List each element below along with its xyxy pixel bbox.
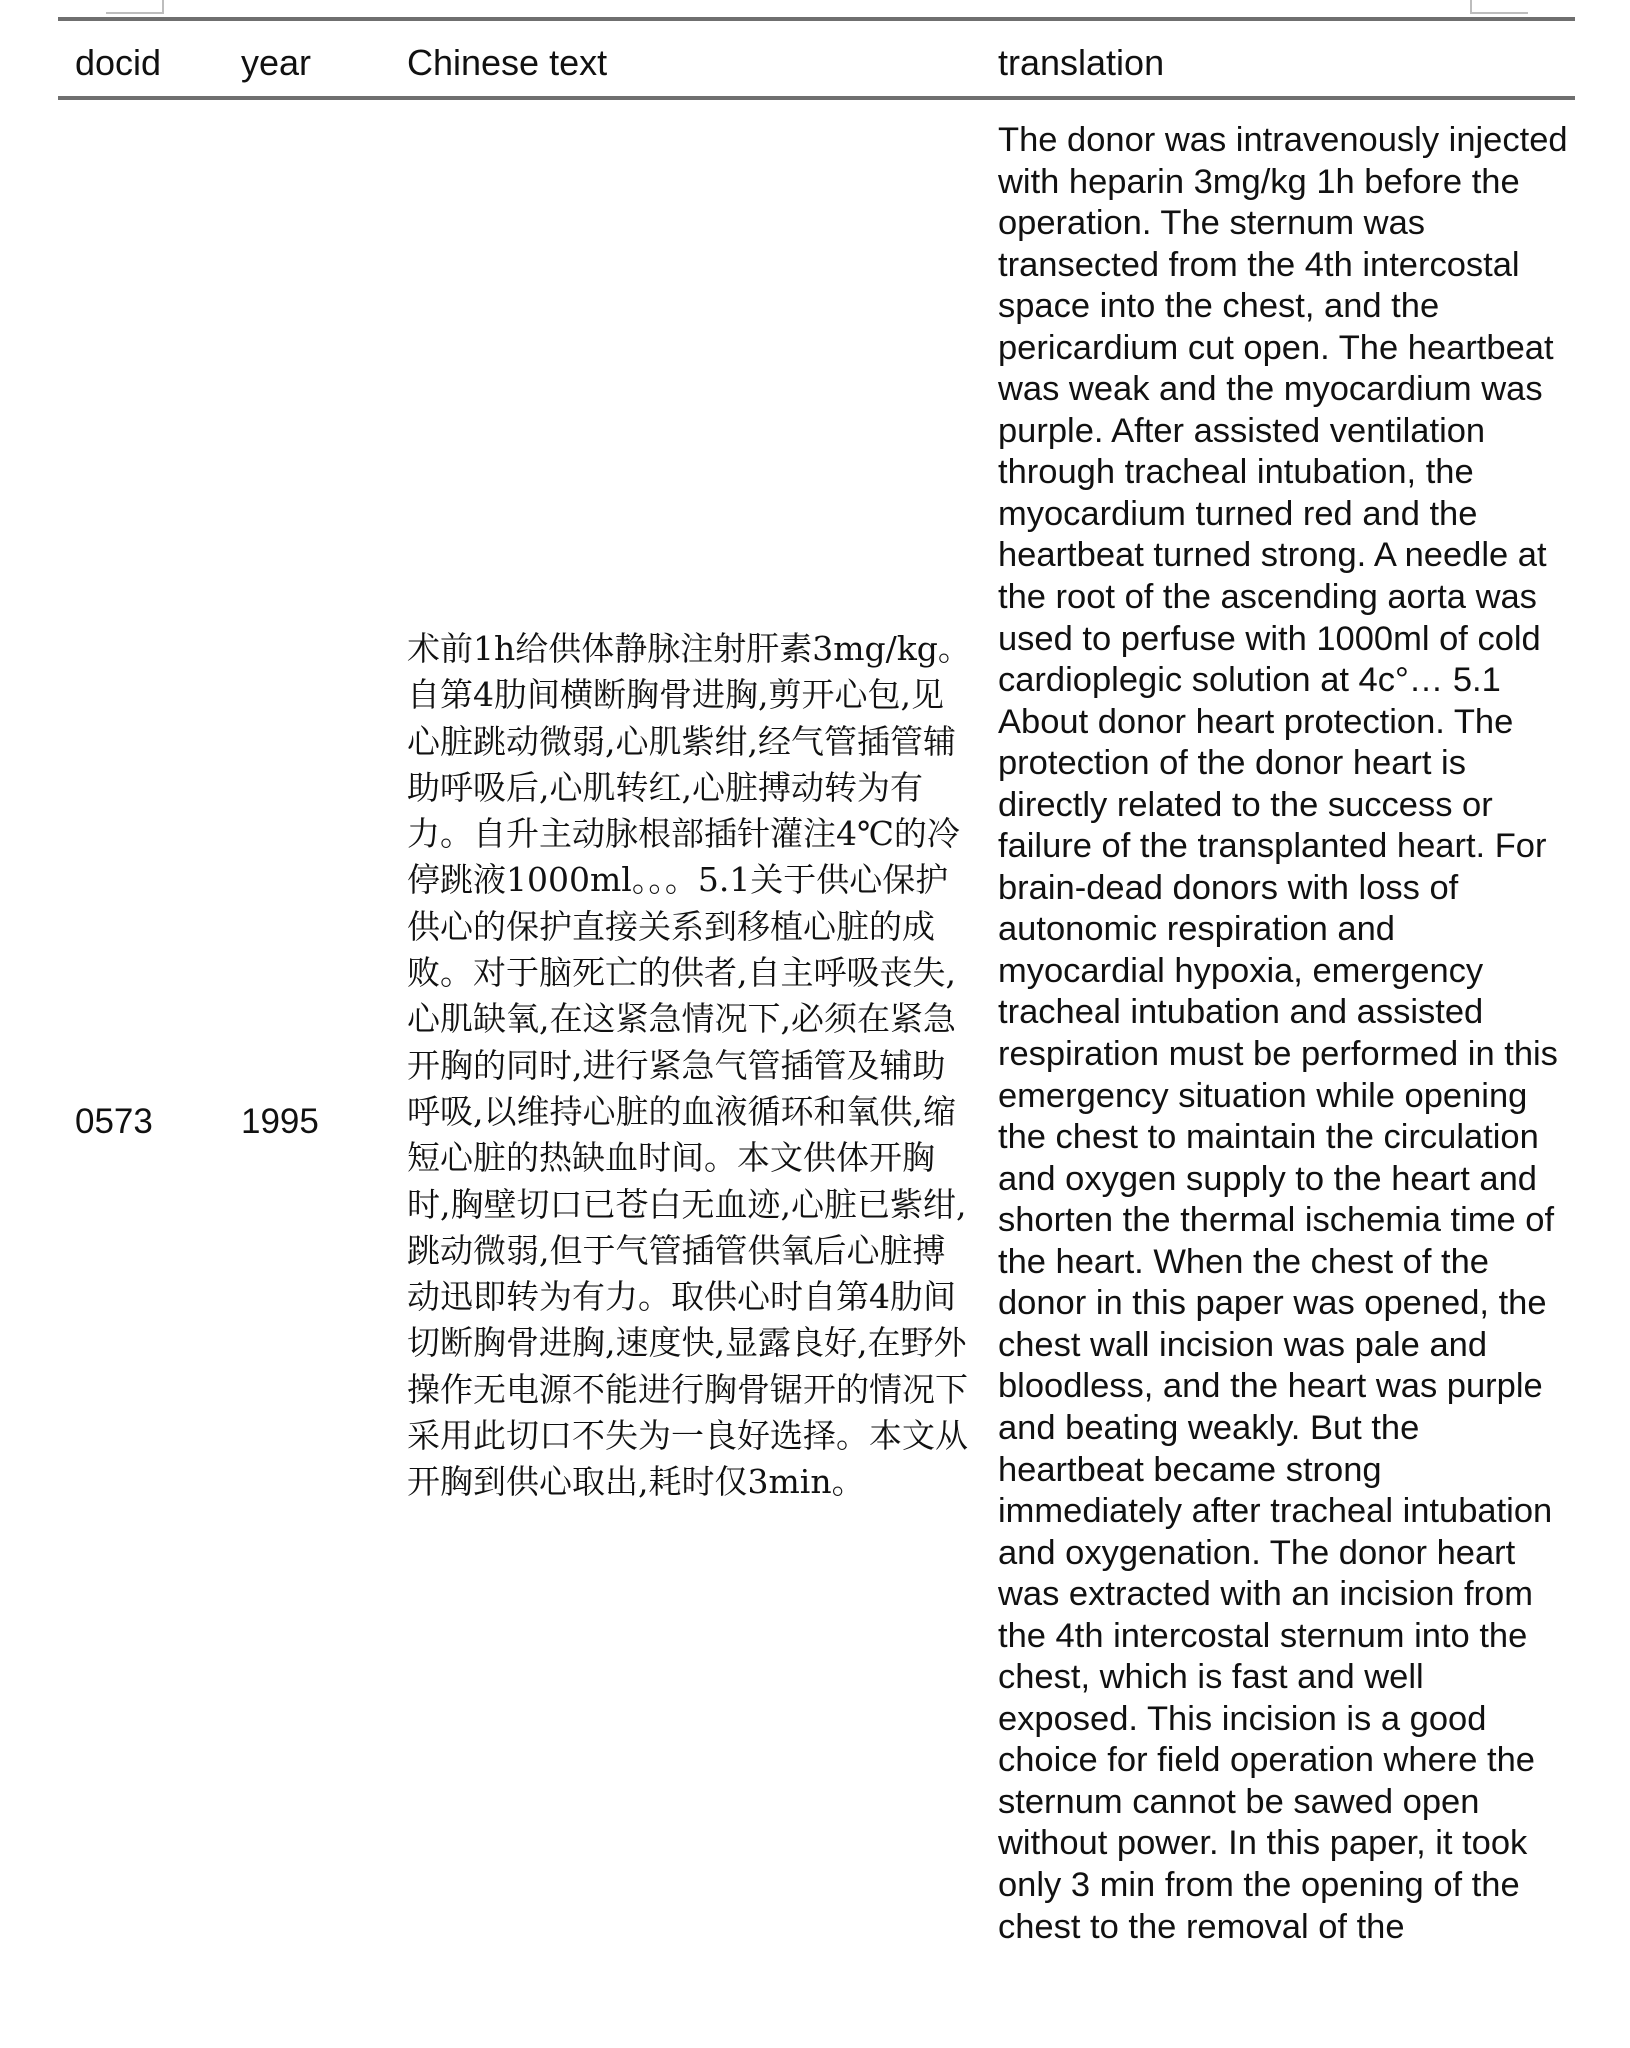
header-year: year — [241, 42, 312, 83]
right-corner-mark — [1470, 0, 1528, 14]
left-corner-mark — [106, 0, 164, 14]
cell-docid: 0573 — [75, 1102, 153, 1141]
cell-year: 1995 — [241, 1102, 319, 1141]
header-translation: translation — [998, 42, 1165, 83]
header-chinese-text: Chinese text — [407, 42, 608, 83]
table-header-rule — [58, 96, 1575, 100]
cell-translation: The donor was intravenously injected with heparin 3mg/kg 1h before the operation. The sternum was transected from the 4th intercostal space into the chest, and the pericardium cut open. The heartbeat was weak and the myocardium was purple. After assisted ventilation through tracheal intubation, the myocardium turned red and the heartbeat turned strong. A needle at the root of the ascending aorta was used to perfuse with 1000ml of cold cardioplegic solution at 4c°… 5.1 About donor heart protection. The protection of the donor heart is directly related to the success or failure of the transplanted heart. For brain-dead donors with loss of autonomic respiration and myocardial hypoxia, emergency tracheal intubation and assisted respiration must be performed in this emergency situation while opening the chest to maintain the circulation and oxygen supply to the heart and shorten the thermal ischemia time of the heart. When the chest of the donor in this paper was opened, the chest wall incision was pale and bloodless, and the heart was purple and beating weakly. But the heartbeat became strong immediately after tracheal intubation and oxygenation. The donor heart was extracted with an incision from the 4th intercostal sternum into the chest, which is fast and well exposed. This incision is a good choice for field operation where the sternum cannot be sawed open without power. In this paper, it took only 3 min from the opening of the chest to the removal of the — [998, 121, 1568, 1946]
cell-chinese-text: 术前1h给供体静脉注射肝素3mg/kg。自第4肋间横断胸骨进胸,剪开心包,见心脏跳动微弱,心肌紫绀,经气管插管辅助呼吸后,心肌转红,心脏搏动转为有力。自升主动脉根部插针灌注4℃的冷停跳液1000ml。。。5.1关于供心保护供心的保护直接关系到移植心脏的成败。对于脑死亡的供者,自主呼吸丧失,心肌缺氧,在这紧急情况下,必须在紧急开胸的同时,进行紧急气管插管及辅助呼吸,以维持心脏的血液循环和氧供,缩短心脏的热缺血时间。本文供体开胸时,胸壁切口已苍白无血迹,心脏已紫绀,跳动微弱,但于气管插管供氧后心脏搏动迅即转为有力。取供心时自第4肋间切断胸骨进胸,速度快,显露良好,在野外操作无电源不能进行胸骨锯开的情况下采用此切口不失为一良好选择。本文从开胸到供心取出,耗时仅3min。 — [407, 629, 971, 1502]
table-top-rule — [58, 17, 1575, 21]
header-docid: docid — [75, 42, 162, 83]
